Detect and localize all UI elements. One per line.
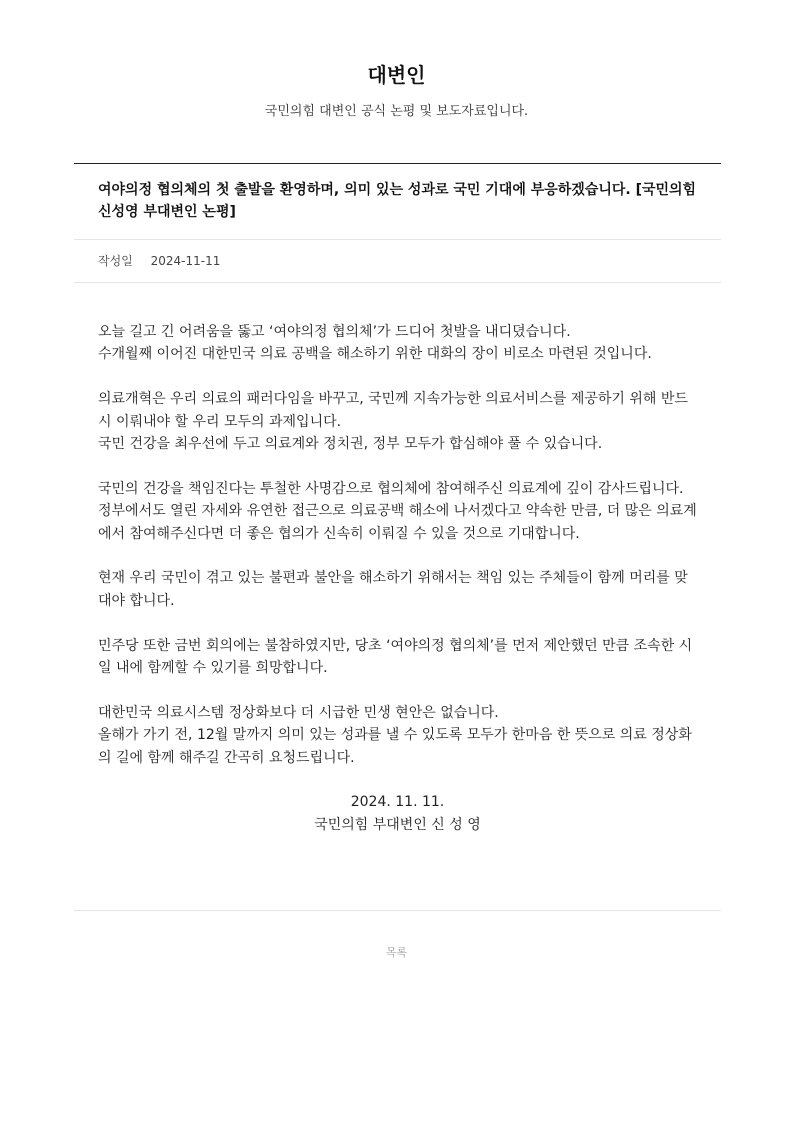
paragraph-line: 수개월째 이어진 대한민국 의료 공백을 해소하기 위한 대화의 장이 비로소 마련된 것입니다. [98, 346, 652, 363]
paragraph-line: 의료개혁은 우리 의료의 패러다임을 바꾸고, 국민께 지속가능한 의료서비스를 제공하기 위해 반드시 이뤄내야 할 우리 모두의 과제입니다. [98, 391, 688, 430]
article-body [74, 283, 721, 836]
article-meta [74, 240, 721, 283]
paragraph-line: 대한민국 의료시스템 정상화보다 더 시급한 민생 현안은 없습니다. [98, 704, 499, 721]
paragraph-1 [98, 321, 697, 366]
article-title: 여야의정 협의체의 첫 출발을 환영하며, 의미 있는 성과로 국민 기대에 부응하겠습니다. [국민의힘 신성영 부대변인 논평] [74, 163, 721, 240]
date-value: 2024-11-11 [150, 254, 221, 268]
paragraph-line: 국민의 건강을 책임진다는 투철한 사명감으로 협의체에 참여해주신 의료계에 깊이 감사드립니다. [98, 480, 684, 497]
article [74, 163, 721, 836]
signature-name: 국민의힘 부대변인 신 성 영 [314, 816, 481, 833]
signature-date: 2024. 11. 11. [350, 794, 445, 811]
paragraph-line: 올해가 가기 전, 12월 말까지 의미 있는 성과를 낼 수 있도록 모두가 한마음 한 뜻으로 의료 정상화의 길에 함께 해주길 간곡히 요청드립니다. [98, 727, 692, 766]
paragraph-2 [98, 388, 697, 455]
date-label: 작성일 [98, 254, 133, 268]
site-title: 대변인 [367, 63, 426, 87]
list-button[interactable]: 목록 [385, 946, 408, 959]
paragraph-6 [98, 702, 697, 769]
paragraph-line: 오늘 길고 긴 어려움을 뚫고 ‘여야의정 협의체’가 드디어 첫발을 내디뎠습니다. [98, 324, 571, 340]
paragraph-3 [98, 478, 697, 545]
paragraph-line: 정부에서도 열린 자세와 유연한 접근으로 의료공백 해소에 나서겠다고 약속한 만큼, 더 많은 의료계에서 참여해주신다면 더 좋은 협의가 신속히 이뤄질 수 있을 것으로 기대합니다. [98, 503, 697, 542]
paragraph-line: 국민 건강을 최우선에 두고 의료계와 정치권, 정부 모두가 합심해야 풀 수 있습니다. [98, 436, 603, 453]
paragraph-line: 현재 우리 국민이 겪고 있는 불편과 불안을 해소하기 위해서는 책임 있는 주체들이 함께 머리를 맞대야 합니다. [98, 570, 688, 609]
paragraph-line: 민주당 또한 금번 회의에는 불참하였지만, 당초 ‘여야의정 협의체’를 먼저 제안했던 만큼 조속한 시일 내에 함께할 수 있기를 희망합니다. [98, 637, 693, 677]
paragraph-4 [98, 567, 697, 612]
paragraph-5 [98, 635, 697, 680]
footer-divider [74, 910, 721, 911]
site-subtitle: 국민의힘 대변인 공식 논평 및 보도자료입니다. [264, 104, 529, 119]
signature [98, 791, 697, 836]
